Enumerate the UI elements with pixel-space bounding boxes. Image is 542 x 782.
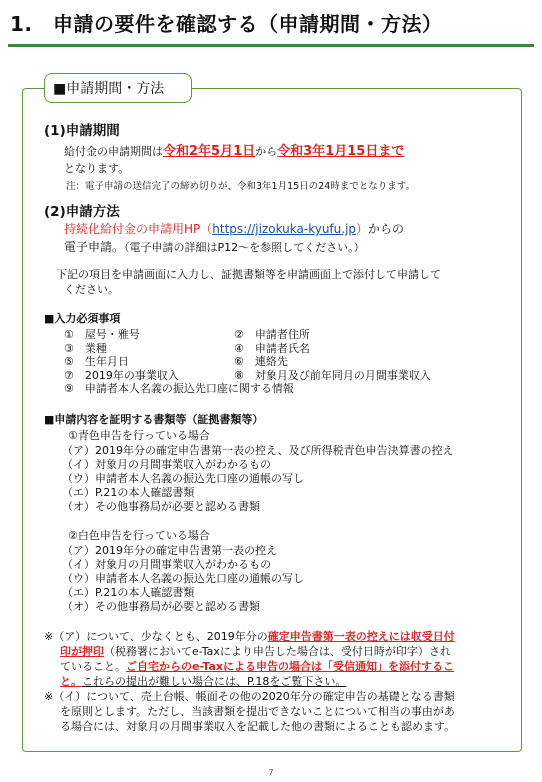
note-emphasis: 印が押印 [60, 645, 104, 658]
method-desc1: 下記の項目を申請画面に入力し、証拠書類等を申請画面上で添付して申請して [56, 268, 441, 281]
method-text-from: からの [368, 222, 405, 236]
period-end-date: 令和3年1月15日まで [277, 144, 405, 159]
required-item: ① 屋号・雅号 [64, 328, 140, 341]
method-desc2: ください。 [64, 283, 119, 296]
period-text-c: から [255, 145, 278, 158]
evidence-heading: ■申請内容を証明する書類等（証拠書類等） [44, 413, 264, 426]
required-item: ⑤ 生年月日 [64, 355, 129, 368]
list-item: （イ）対象月の月間事業収入がわかるもの [62, 458, 271, 471]
note-text: ていること。 [60, 660, 126, 673]
note-2-line3: る場合には、対象月の月間事業収入を記載した他の書類によることも認めます。 [60, 720, 456, 733]
period-text-a: 給付金の申請期間は [64, 145, 163, 158]
page-number: 7 [268, 768, 274, 777]
list-item: （エ）P.21の本人確認書類 [62, 586, 195, 599]
required-item: ⑧ 対象月及び前年同月の月間事業収入 [234, 368, 431, 382]
required-item: ④ 申請者氏名 [234, 341, 310, 355]
required-heading: ■入力必須事項 [44, 312, 121, 325]
method-line2 [64, 240, 365, 255]
note-2-line1: ※（イ）について、売上台帳、帳面その他の2020年分の確定申告の基礎となる書類 [44, 690, 455, 703]
required-item: ⑦ 2019年の事業収入 [64, 368, 179, 382]
method-heading: (2)申請方法 [44, 204, 120, 220]
note-2-line2: を原則とします。ただし、当該書類を提出できないことについて相当の事由があ [60, 705, 455, 718]
required-item: ⑥ 連絡先 [234, 355, 288, 368]
note-text: ※（ア）について、少なくとも、2019年分の [44, 630, 268, 643]
method-hp-close: ） [356, 222, 369, 236]
blue-filing-title: ①青色申告を行っている場合 [68, 429, 210, 442]
section-tab: ■申請期間・方法 [44, 73, 192, 103]
list-item: （ウ）申請者本人名義の振込先口座の通帳の写し [62, 572, 304, 585]
method-see-page: （電子申請の詳細はP12～を参照してください。） [124, 241, 365, 254]
application-url-link[interactable]: https://jizokuka-kyufu.jp [212, 222, 357, 236]
method-electronic: 電子申請。 [64, 240, 125, 254]
note-1-line2 [60, 645, 451, 659]
page-title: 1. 申請の要件を確認する（申請期間・方法） [10, 12, 443, 36]
note-emphasis: と。 [60, 675, 82, 688]
note-emphasis: 確定申告書第一表の控えには収受日付 [267, 630, 455, 643]
note-1-line1 [44, 630, 455, 644]
list-item: （ア）2019年分の確定申告書第一表の控え [62, 544, 277, 557]
note-1-line4 [60, 675, 346, 689]
note-underlined: これらの提出が難しい場合には、P.18をご覧下さい。 [82, 675, 347, 688]
required-item: ⑨ 申請者本人名義の振込先口座に関する情報 [64, 382, 294, 395]
white-filing-title: ②白色申告を行っている場合 [68, 529, 210, 542]
list-item: （エ）P.21の本人確認書類 [62, 486, 195, 499]
period-line1 [64, 145, 404, 159]
list-item: （オ）その他事務局が必要と認める書類 [62, 500, 260, 513]
period-note: 注：電子申請の送信完了の締め切りが、令和3年1月15日の24時までとなります。 [66, 181, 416, 192]
period-heading: (1)申請期間 [44, 123, 120, 139]
method-line1 [64, 222, 404, 236]
title-underline [8, 44, 534, 47]
list-item: （イ）対象月の月間事業収入がわかるもの [62, 558, 271, 571]
method-hp-label: 持続化給付金の申請用HP（ [64, 222, 213, 236]
list-item: （ウ）申請者本人名義の振込先口座の通帳の写し [62, 472, 304, 485]
period-line2: となります。 [64, 162, 130, 175]
note-emphasis: ご自宅からのe-Taxによる申告の場合は「受信通知」を添付するこ [126, 660, 455, 673]
list-item: （ア）2019年分の確定申告書第一表の控え、及び所得税青色申告決算書の控え [62, 444, 454, 457]
note-1-line3 [60, 660, 454, 674]
period-start-date: 令和2年5月1日 [163, 144, 256, 159]
required-item: ③ 業種 [64, 341, 107, 355]
list-item: （オ）その他事務局が必要と認める書類 [62, 600, 260, 613]
required-item: ② 申請者住所 [234, 328, 310, 341]
note-text: （税務署においてe-Taxにより申告した場合は、受付日時が印字）され [104, 645, 451, 658]
